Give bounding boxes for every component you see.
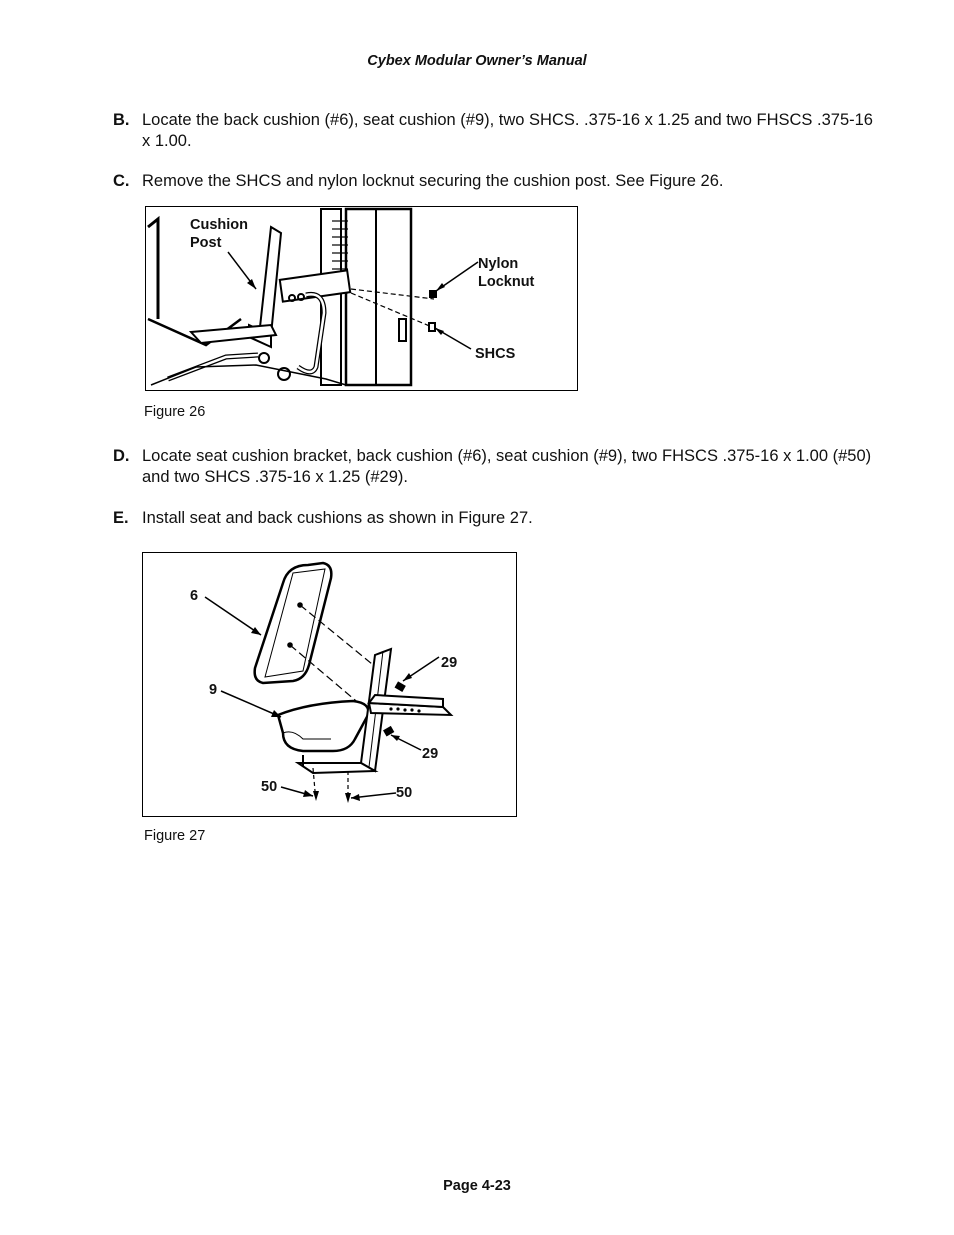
step-letter: E.: [113, 509, 129, 527]
callout-line: Post: [190, 235, 222, 251]
fhscs-right-callout: 50: [396, 785, 413, 801]
cushion-post-callout: [190, 216, 248, 252]
step-text: Locate seat cushion bracket, back cushion (#6), seat cushion (#9), two FHSCS .375-16 x 1.00 (#50) and two SHCS .375-16 x 1.25 (#29).: [142, 447, 872, 486]
shcs-callout: SHCS: [475, 346, 516, 362]
fhscs-left-callout: 50: [261, 779, 278, 795]
step-text: Locate the back cushion (#6), seat cushion (#9), two SHCS. .375-16 x 1.25 and two FHSCS .375-16 x 1.00.: [142, 111, 873, 150]
callout-line: Locknut: [478, 274, 535, 290]
step-text: Remove the SHCS and nylon locknut securing the cushion post. See Figure 26.: [142, 172, 724, 190]
callout-line: Cushion: [190, 217, 248, 233]
step-letter: D.: [113, 447, 130, 465]
step-b: [113, 110, 873, 152]
step-letter: C.: [113, 172, 130, 190]
nylon-locknut-callout: [478, 255, 534, 291]
shcs-bottom-callout: 29: [422, 746, 439, 762]
page-number: Page 4-23: [443, 1178, 511, 1194]
step-c: [113, 171, 873, 192]
figure-27-illustration: [143, 553, 516, 816]
figure-26: [145, 206, 578, 391]
step-d: [113, 446, 873, 488]
figure-27: [142, 552, 517, 817]
figure-26-caption: Figure 26: [144, 404, 206, 420]
back-cushion-callout: 6: [190, 588, 199, 604]
shcs-top-callout: 29: [441, 655, 458, 671]
figure-27-caption: Figure 27: [144, 828, 206, 844]
callout-line: Nylon: [478, 256, 519, 272]
step-letter: B.: [113, 111, 130, 129]
manual-title: Cybex Modular Owner’s Manual: [367, 53, 587, 69]
seat-cushion-callout: 9: [209, 682, 218, 698]
step-e: [113, 508, 873, 529]
step-text: Install seat and back cushions as shown in Figure 27.: [142, 509, 533, 527]
